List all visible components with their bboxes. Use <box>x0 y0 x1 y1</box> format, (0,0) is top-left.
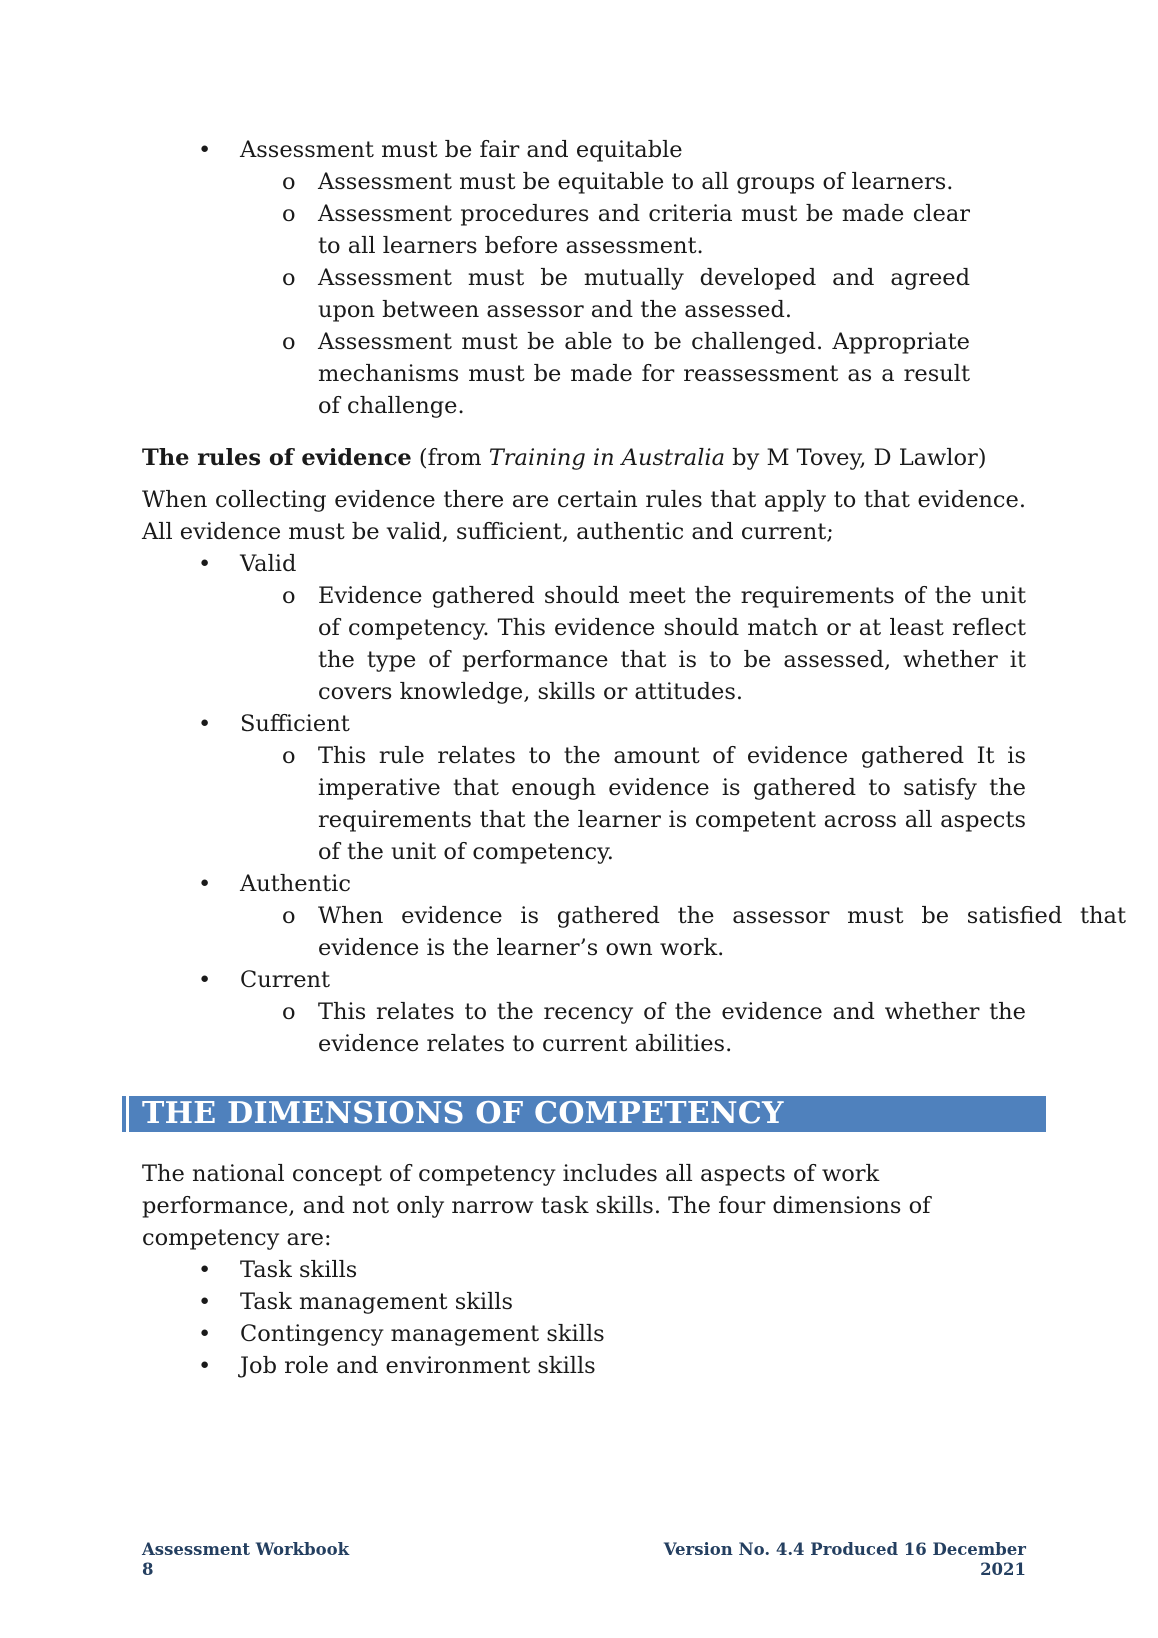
bullet-dot-icon: • <box>198 967 212 993</box>
sublist-item <box>282 900 1126 964</box>
sublist-item-text: Assessment must be able to be challenged. Appropriate mechanisms must be made for reassessment as a result of challenge. <box>318 329 970 419</box>
fairness-list <box>142 134 1026 422</box>
bullet-circle-icon: o <box>282 329 296 355</box>
bullet-circle-icon: o <box>282 169 296 195</box>
rules-heading <box>142 442 1026 474</box>
list-item <box>198 1254 1026 1286</box>
bullet-circle-icon: o <box>282 999 296 1025</box>
rule-sublist <box>240 996 1026 1060</box>
sublist-item <box>282 996 1026 1060</box>
bullet-dot-icon: • <box>198 711 212 737</box>
rules-heading-bold: The rules of evidence <box>142 445 412 471</box>
bullet-dot-icon: • <box>198 871 212 897</box>
sublist-item-text: Evidence gathered should meet the requirements of the unit of competency. This evidence should match or at least reflect the type of performance that is to be assessed, whether it covers knowledge, skills or attitudes. <box>318 583 1026 705</box>
rules-heading-pre: (from <box>411 445 489 471</box>
bullet-dot-icon: • <box>198 137 212 163</box>
list-item-label: Sufficient <box>240 711 350 737</box>
list-item-label: Valid <box>240 551 297 577</box>
bullet-dot-icon: • <box>198 1321 212 1347</box>
bullet-dot-icon: • <box>198 1353 212 1379</box>
sublist-item-text: When evidence is gathered the assessor must be satisfied that evidence is the learner’s own work. <box>318 903 1126 961</box>
bullet-dot-icon: • <box>198 551 212 577</box>
dimensions-list <box>142 1254 1026 1382</box>
bullet-dot-icon: • <box>198 1289 212 1315</box>
list-item <box>198 1286 1026 1318</box>
sublist-item <box>282 740 1026 868</box>
rules-heading-italic: Training in Australia <box>488 445 726 471</box>
section-bar-edge <box>122 1096 129 1132</box>
section-heading-bar <box>122 1096 1046 1132</box>
list-item-label: Current <box>240 967 331 993</box>
rule-sublist <box>240 580 1026 708</box>
sublist-item <box>282 580 1026 708</box>
page-content <box>142 134 1126 1382</box>
list-item-label: Contingency management skills <box>240 1321 605 1347</box>
footer-page-number: 8 <box>142 1560 154 1579</box>
list-item-label: Task management skills <box>240 1289 514 1315</box>
list-item-label: Assessment must be fair and equitable <box>240 137 683 163</box>
evidence-rules-list <box>142 548 1126 1060</box>
sublist-item <box>282 166 970 198</box>
footer-right <box>606 1540 1026 1580</box>
bullet-circle-icon: o <box>282 201 296 227</box>
dimensions-intro: The national concept of competency includes all aspects of work performance, and not only narrow task skills. The four dimensions of competency are: <box>142 1161 931 1251</box>
sublist-item <box>282 326 970 422</box>
list-item-label: Authentic <box>240 871 351 897</box>
list-item <box>198 964 1026 1060</box>
bullet-circle-icon: o <box>282 265 296 291</box>
fairness-sublist <box>240 166 1026 422</box>
sublist-item-text: Assessment procedures and criteria must be made clear to all learners before assessment. <box>318 201 970 259</box>
sublist-item-text: This rule relates to the amount of evidence gathered It is imperative that enough evidence is gathered to satisfy the requirements that the learner is competent across all aspects of the unit of competency. <box>318 743 1026 865</box>
list-item <box>198 548 1026 708</box>
footer-year: 2021 <box>980 1560 1026 1579</box>
footer-left <box>142 1540 349 1580</box>
rule-sublist <box>240 740 1026 868</box>
list-item <box>198 868 1126 964</box>
footer-version: Version No. 4.4 Produced 16 December <box>663 1540 1026 1559</box>
rule-sublist <box>240 900 1126 964</box>
sublist-item <box>282 262 970 326</box>
list-item <box>198 134 1026 422</box>
section-title: THE DIMENSIONS OF COMPETENCY <box>142 1096 784 1131</box>
list-item <box>198 708 1026 868</box>
sublist-item-text: Assessment must be equitable to all groups of learners. <box>318 169 954 195</box>
bullet-circle-icon: o <box>282 903 296 929</box>
sublist-item-text: Assessment must be mutually developed and agreed upon between assessor and the assessed. <box>318 265 970 323</box>
list-item <box>198 1350 1026 1382</box>
list-item-label: Task skills <box>240 1257 358 1283</box>
list-item <box>198 1318 1026 1350</box>
bullet-dot-icon: • <box>198 1257 212 1283</box>
list-item-label: Job role and environment skills <box>240 1353 596 1379</box>
bullet-circle-icon: o <box>282 743 296 769</box>
rules-heading-post: by M Tovey, D Lawlor) <box>725 445 987 471</box>
rules-body: When collecting evidence there are certain rules that apply to that evidence. All evidence must be valid, sufficient, authentic and current; <box>142 487 1026 545</box>
bullet-circle-icon: o <box>282 583 296 609</box>
sublist-item <box>282 198 970 262</box>
sublist-item-text: This relates to the recency of the evidence and whether the evidence relates to current abilities. <box>318 999 1026 1057</box>
footer-workbook-title: Assessment Workbook <box>142 1540 350 1559</box>
